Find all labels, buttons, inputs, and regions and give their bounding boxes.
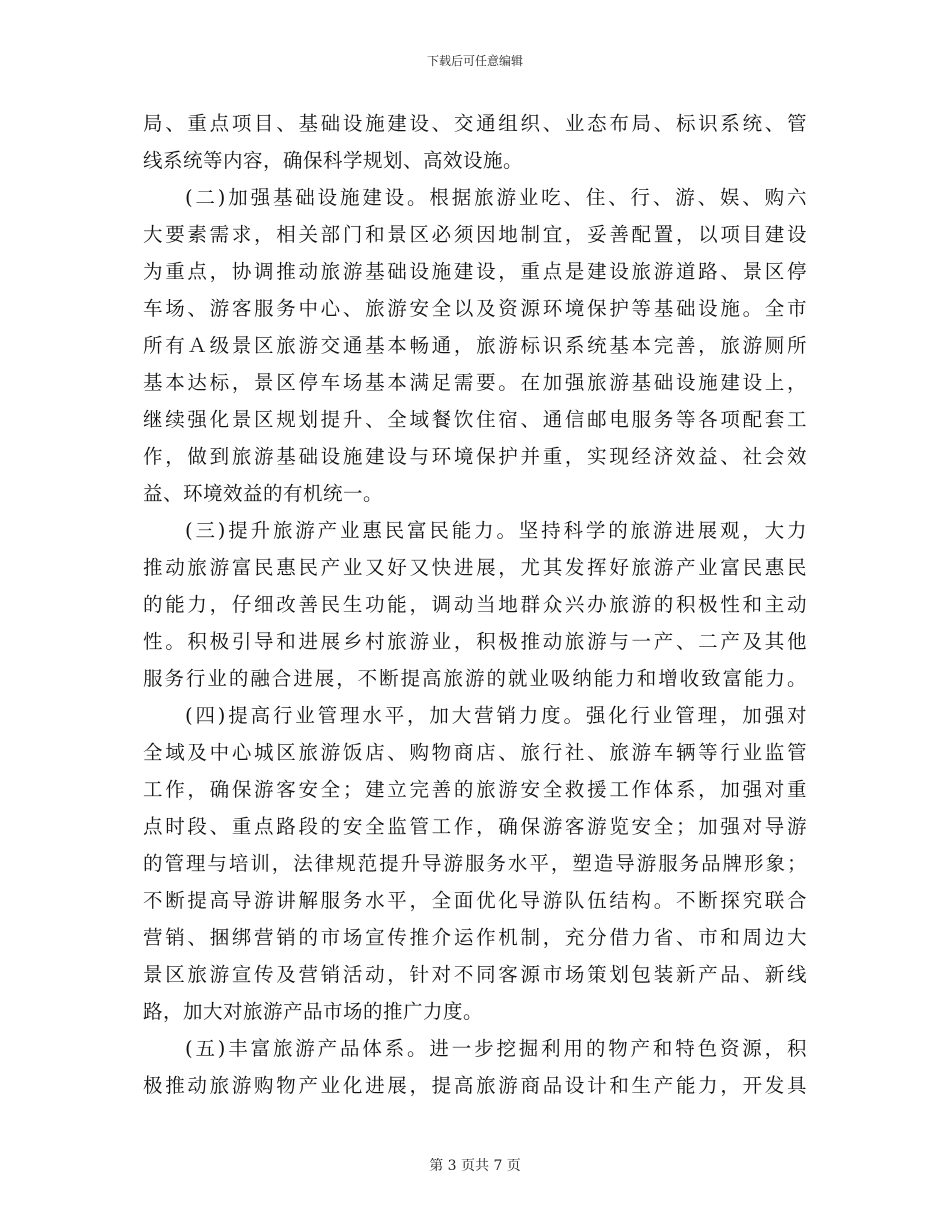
text-line: 工作，确保游客安全；建立完善的旅游安全救援工作体系，加强对重 xyxy=(143,778,807,801)
text-line: 营销、捆绑营销的市场宣传推介运作机制，充分借力省、市和周边大 xyxy=(143,926,807,949)
text-line: 基本达标，景区停车场基本满足需要。在加强旅游基础设施建设上， xyxy=(143,371,807,394)
page-header: 下载后可任意编辑 xyxy=(426,54,523,68)
text-line: 的能力，仔细改善民生功能，调动当地群众兴办旅游的积极性和主动 xyxy=(143,593,807,616)
text-line: 极推动旅游购物产业化进展，提高旅游商品设计和生产能力，开发具 xyxy=(143,1074,807,1097)
text-line: 的管理与培训，法律规范提升导游服务水平，塑造导游服务品牌形象； xyxy=(143,852,807,875)
text-line: 局、重点项目、基础设施建设、交通组织、业态布局、标识系统、管 xyxy=(143,112,807,135)
page-number: 第 3 页共 7 页 xyxy=(429,1158,521,1174)
text-line: 服务行业的融合进展，不断提高旅游的就业吸纳能力和增收致富能力。 xyxy=(143,667,807,690)
text-line: 不断提高导游讲解服务水平，全面优化导游队伍结构。不断探究联合 xyxy=(143,889,807,912)
text-line: 路，加大对旅游产品市场的推广力度。 xyxy=(143,1000,484,1023)
text-line: 推动旅游富民惠民产业又好又快进展，尤其发挥好旅游产业富民惠民 xyxy=(143,556,807,579)
text-line: 所有Ａ级景区旅游交通基本畅通，旅游标识系统基本完善，旅游厕所 xyxy=(143,334,807,357)
text-line: (四)提高行业管理水平，加大营销力度。强化行业管理，加强对 xyxy=(185,704,807,727)
text-line: 车场、游客服务中心、旅游安全以及资源环境保护等基础设施。全市 xyxy=(143,297,807,320)
text-line: 大要素需求，相关部门和景区必须因地制宜，妥善配置，以项目建设 xyxy=(143,223,807,246)
text-line: 性。积极引导和进展乡村旅游业，积极推动旅游与一产、二产及其他 xyxy=(143,630,807,653)
text-line: 景区旅游宣传及营销活动，针对不同客源市场策划包装新产品、新线 xyxy=(143,963,807,986)
text-line: 益、环境效益的有机统一。 xyxy=(143,482,384,505)
text-line: (二)加强基础设施建设。根据旅游业吃、住、行、游、娱、购六 xyxy=(185,186,807,209)
text-line: 作，做到旅游基础设施建设与环境保护并重，实现经济效益、社会效 xyxy=(143,445,807,468)
text-line: 继续强化景区规划提升、全域餐饮住宿、通信邮电服务等各项配套工 xyxy=(143,408,807,431)
text-line: 点时段、重点路段的安全监管工作，确保游客游览安全；加强对导游 xyxy=(143,815,807,838)
text-line: 全域及中心城区旅游饭店、购物商店、旅行社、旅游车辆等行业监管 xyxy=(143,741,807,764)
text-line: 线系统等内容，确保科学规划、高效设施。 xyxy=(143,149,524,172)
text-line: (五)丰富旅游产品体系。进一步挖掘利用的物产和特色资源，积 xyxy=(185,1037,807,1060)
document-body xyxy=(143,105,807,1104)
text-line: (三)提升旅游产业惠民富民能力。坚持科学的旅游进展观，大力 xyxy=(185,519,807,542)
text-line: 为重点，协调推动旅游基础设施建设，重点是建设旅游道路、景区停 xyxy=(143,260,807,283)
